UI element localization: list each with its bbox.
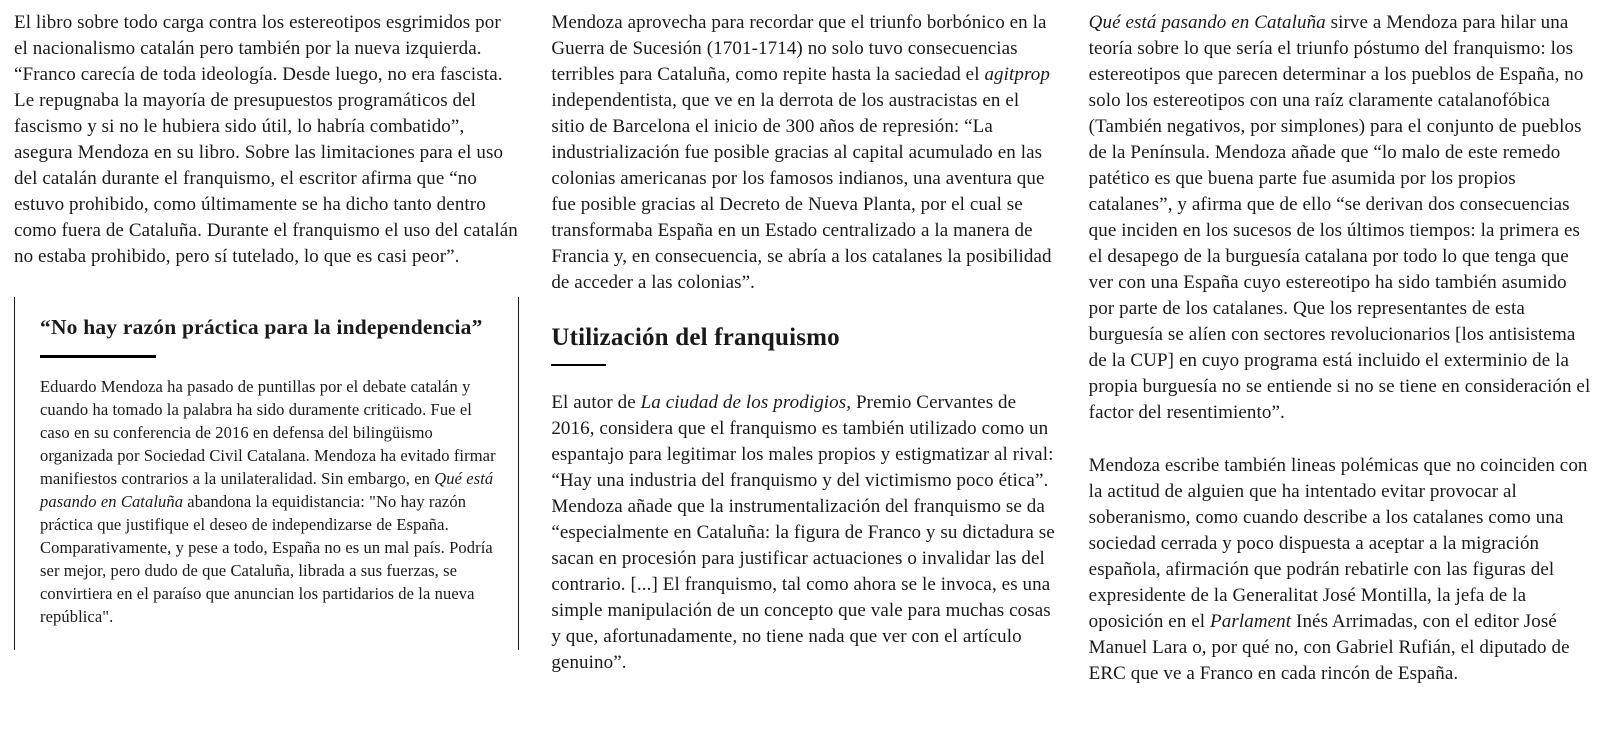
section-heading-utilizacion-franquismo: Utilización del franquismo (551, 324, 840, 351)
column-left (14, 10, 519, 714)
paragraph-industria-franquismo: El autor de La ciudad de los prodigios, Premio Cervantes de 2016, considera que el franquismo es también utilizado como un espantajo para legitimar los males propios y estigmatizar al rival: “Hay una industria del franquismo y del victimismo poco ética”. Mendoza añade que la instrumentalización del franquismo se da “especialmente en Cataluña: la figura de Franco y su dictadura se sacan en procesión para justificar actuaciones o invalidar las del contrario. [...] El franquismo, tal como ahora se le invoca, es una simple manipulación de un concepto que vale para muchas cosas y que, afortunadamente, no tiene nada que ver con el artículo genuino”. (551, 392, 1055, 673)
column-right (1089, 10, 1594, 714)
paragraph-franco-ideologia: El libro sobre todo carga contra los estereotipos esgrimidos por el nacionalismo catalán pero también por la nueva izquierda. “Franco carecía de toda ideología. Desde luego, no era fascista. Le repugnaba la mayoría de presupuestos programáticos del fascismo y si no le hubiera sido útil, lo habría combatido”, asegura Mendoza en su libro. Sobre las limitaciones para el uso del catalán durante el franquismo, el escritor afirma que “no estuvo prohibido, como últimamente se ha dicho tanto dentro como fuera de Cataluña. Durante el franquismo el uso del catalán no estaba prohibido, pero sí tutelado, lo que es casi peor”. (14, 12, 518, 267)
section-heading-rule (551, 364, 606, 366)
paragraph-triunfo-borbonico: Mendoza aprovecha para recordar que el triunfo borbónico en la Guerra de Sucesión (1701-1714) no solo tuvo consecuencias terribles para Cataluña, como repite hasta la saciedad el agitprop independentista, que ve en la derrota de los austracistas en el sitio de Barcelona el inicio de 300 años de represión: “La industrialización fue posible gracias al capital acumulado en las colonias americanas por los famosos indianos, una aventura que fue posible gracias al Decreto de Nueva Planta, por el cual se transformaba España en un Estado centralizado a la manera de Francia y, en consecuencia, se abría a los catalanes la posibilidad de acceder a las colonias”. (551, 12, 1052, 293)
pullquote-title-rule (40, 355, 156, 358)
pullquote-text: Eduardo Mendoza ha pasado de puntillas por el debate catalán y cuando ha tomado la palabra ha sido duramente criticado. Fue el caso en su conferencia de 2016 en defensa del bilingüismo organizada por Sociedad Civil Catalana. Mendoza ha evitado firmar manifiestos contrarios a la unilateralidad. Sin embargo, en Qué está pasando en Cataluña abandona la equidistancia: "No hay razón práctica que justifique el deseo de independizarse de España. Comparativamente, y pese a todo, España no es un mal país. Podría ser mejor, pero dudo de que Cataluña, librada a sus fuerzas, se convirtiera en el paraíso que anuncian los partidarios de la nueva república". (40, 377, 496, 626)
column-middle (551, 10, 1056, 714)
pullquote-title: “No hay razón práctica para la independencia” (40, 315, 483, 339)
pullquote-box (14, 297, 519, 650)
paragraph-triunfo-postumo: Qué está pasando en Cataluña sirve a Mendoza para hilar una teoría sobre lo que sería el triunfo póstumo del franquismo: los estereotipos que parecen determinar a los pueblos de España, no solo los estereotipos con una raíz claramente catalanofóbica (También negativos, por simplones) para el conjunto de pueblos de la Península. Mendoza añade que “lo malo de este remedo patético es que buena parte fue asumida por los propios catalanes”, y afirma que de ello “se derivan dos consecuencias que inciden en los sucesos de los últimos tiempos: la primera es el desapego de la burguesía catalana por todo lo que tenga que ver con una España cuyo estereotipo ha sido también asumido por parte de los catalanes. Que los representantes de esta burguesía se alíen con sectores revolucionarios [los antisistema de la CUP] en cuyo programa está incluido el exterminio de la propia burguesía no se entiende si no se tiene en consideración el factor del resentimiento”. (1088, 12, 1591, 423)
paragraph-lineas-polemicas: Mendoza escribe también lineas polémicas que no coinciden con la actitud de alguien que ha intentado evitar provocar al soberanismo, como cuando describe a los catalanes como una sociedad cerrada y poco dispuesta a aceptar a la migración española, afirmación que podrán rebatirle con las figuras del expresidente de la Generalitat José Montilla, la jefa de la oposición en el Parlament Inés Arrimadas, con el editor José Manuel Lara o, por qué no, con Gabriel Rufián, el diputado de ERC que ve a Franco en cada rincón de España. (1088, 455, 1588, 684)
